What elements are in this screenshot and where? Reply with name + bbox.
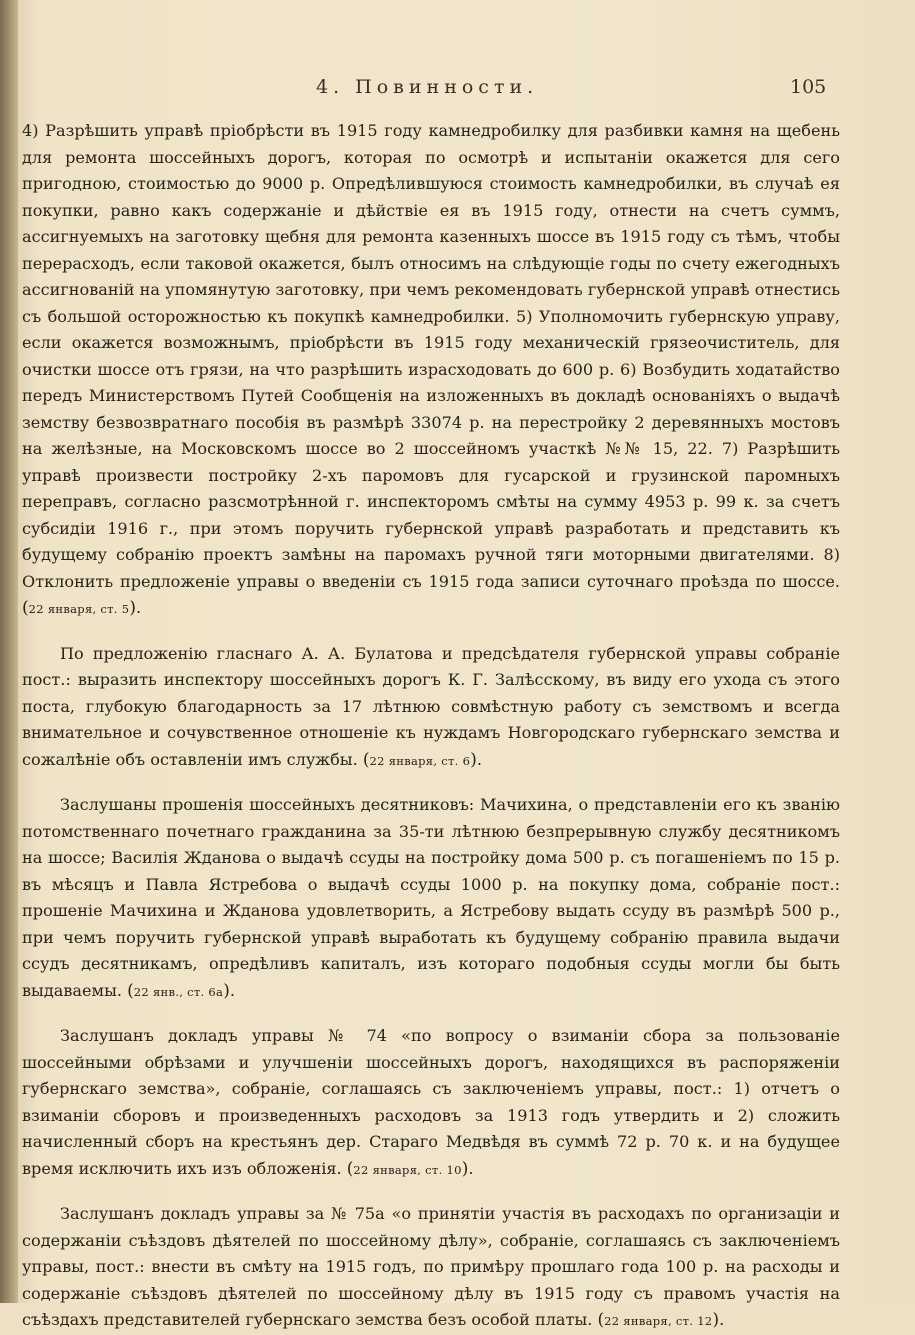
paragraph-text: По предложенію гласнаго А. А. Булатова и предсѣдателя губернской управы собраніе пост.: выразить инспектору шоссейныхъ дорогъ К. Г. Залѣсскому, въ виду его ухода съ этого поста, глубокую благодарность за 17 лѣтнюю совмѣстную работу съ земствомъ и всегда внимательное и сочувственное отношеніе къ нуждамъ Новгородскаго губернскаго земства и сожалѣніе объ оставленіи имъ службы. xyxy=(22,643,840,769)
page-body xyxy=(22,118,840,1335)
paragraph-text: Заслушанъ докладъ управы № 74 «по вопросу о взиманіи сбора за пользованіе шоссейными обрѣзами и улучшеніи шоссейныхъ дорогъ, находящихся въ распоряженіи губернскаго земства», собраніе, соглашаясь съ заключеніемъ управы, пост.: 1) отчетъ о взиманіи сборовъ и произведенныхъ расходовъ за 1913 годъ утвердить и 2) сложить начисленный сборъ на крестьянъ дер. Стараго Медвѣдя въ суммѣ 72 р. 70 к. и на будущее время исключить ихъ изъ обложенія. xyxy=(22,1026,840,1178)
paragraph-text: Заслушанъ докладъ управы за № 75а «о принятіи участія въ расходахъ по организаціи и содержаніи съѣздовъ дѣятелей по шоссейному дѣлу», собраніе, соглашаясь съ заключеніемъ управы, пост.: внести въ смѣту на 1915 годъ, по примѣру прошлаго года 100 р. на расходы и содержаніе съѣздовъ дѣятелей по шоссейному дѣлу въ 1915 году съ правомъ участія на съѣздахъ представителей губернскаго земства безъ особой платы. xyxy=(22,1204,840,1329)
running-header xyxy=(0,76,915,102)
source-reference: 22 января, ст. 12 xyxy=(604,1314,713,1328)
paragraph-text: 4) Разрѣшить управѣ пріобрѣсти въ 1915 году камнедробилку для разбивки камня на щебень для ремонта шоссейныхъ дорогъ, которая по осмотрѣ и испытаніи окажется для сего пригодною, стоимостью до 9000 р. Опредѣлившуюся стоимость камнедробилки, въ случаѣ ея покупки, равно какъ содержаніе и дѣйствіе ея въ 1915 году, отнести на счетъ суммъ, ассигнуемыхъ на заготовку щебня для ремонта казенныхъ шоссе въ 1915 году съ тѣмъ, чтобы перерасходъ, если таковой окажется, былъ относимъ на слѣдующіе годы по счету ежегодныхъ ассигнованій на упомянутую заготовку, при чемъ рекомендовать губернской управѣ отнестись съ большой осторожностью къ покупкѣ камнедробилки. 5) Уполномочить губернскую управу, если окажется возможнымъ, пріобрѣсти въ 1915 году механическій грязеочиститель, для очистки шоссе отъ грязи, на что разрѣшить израсходовать до 600 р. 6) Возбудить ходатайство передъ Министерствомъ Путей Сообщенія на изложенныхъ въ докладѣ основаніяхъ о выдачѣ земству безвозвратнаго пособія въ размѣрѣ 33074 р. на перестройку 2 деревянныхъ мостовъ на желѣзные, на Московскомъ шоссе во 2 шоссейномъ участкѣ №№ 15, 22. 7) Разрѣшить управѣ произвести постройку 2-хъ паромовъ для гусарской и грузинской паромныхъ переправъ, согласно разсмотрѣнной г. инспекторомъ смѣты на сумму 4953 р. 99 к. за счетъ субсидіи 1916 г., при этомъ поручить губернской управѣ разработать и представить къ будущему собранію проектъ замѣны на паромахъ ручной тяги моторными двигателями. 8) Отклонить предложеніе управы о введеніи съ 1915 года записи суточнаго проѣзда по шоссе. xyxy=(22,121,840,591)
paragraph-text: Заслушаны прошенія шоссейныхъ десятниковъ: Мачихина, о представленіи его къ званію потомственнаго почетнаго гражданина за 35-ти лѣтнюю безпрерывную службу десятникомъ на шоссе; Василія Жданова о выдачѣ ссуды на постройку дома 500 р. съ погашеніемъ по 15 р. въ мѣсяцъ и Павла Ястребова о выдачѣ ссуды 1000 р. на покупку дома, собраніе пост.: прошеніе Мачихина и Жданова удовлетворить, а Ястребову выдать ссуду въ размѣрѣ 500 р., при чемъ поручить губернской управѣ выработать къ будущему собранію правила выдачи ссудъ десятникамъ, опредѣливъ капиталъ, изъ котораго подобныя ссуды могли бы быть выдаваемы. xyxy=(22,795,840,1000)
source-reference: 22 января, ст. 10 xyxy=(353,1162,462,1177)
paragraph-report-74: Заслушанъ докладъ управы № 74 «по вопросу о взиманіи сбора за пользованіе шоссейными обрѣзами и улучшеніи шоссейныхъ дорогъ, находящихся въ распоряженіи губернскаго земства», собраніе, соглашаясь съ заключеніемъ управы, пост.: 1) отчетъ о взиманіи сборовъ и произведенныхъ расходовъ за 1913 годъ утвердить и 2) сложить начисленный сборъ на крестьянъ дер. Стараго Медвѣдя въ суммѣ 72 р. 70 к. и на будущее время исключить ихъ изъ обложенія. (22 января, ст. 10). xyxy=(22,1026,840,1179)
paragraph-petitions: Заслушаны прошенія шоссейныхъ десятниковъ: Мачихина, о представленіи его къ званію потомственнаго почетнаго гражданина за 35-ти лѣтнюю безпрерывную службу десятникомъ на шоссе; Василія Жданова о выдачѣ ссуды на постройку дома 500 р. съ погашеніемъ по 15 р. въ мѣсяцъ и Павла Ястребова о выдачѣ ссуды 1000 р. на покупку дома, собраніе пост.: прошеніе Мачихина и Жданова удовлетворить, а Ястребову выдать ссуду въ размѣрѣ 500 р., при чемъ поручить губернской управѣ выработать къ будущему собранію правила выдачи ссудъ десятникамъ, опредѣливъ капиталъ, изъ котораго подобныя ссуды могли бы быть выдаваемы. (22 янв., ст. 6а). xyxy=(22,795,840,1001)
page-number: 105 xyxy=(790,76,827,98)
paragraph-report-75a: Заслушанъ докладъ управы за № 75а «о принятіи участія въ расходахъ по организаціи и содержаніи съѣздовъ дѣятелей по шоссейному дѣлу», собраніе, соглашаясь съ заключеніемъ управы, пост.: внести въ смѣту на 1915 годъ, по примѣру прошлаго года 100 р. на расходы и содержаніе съѣздовъ дѣятелей по шоссейному дѣлу въ 1915 году съ правомъ участія на съѣздахъ представителей губернскаго земства безъ особой платы. (22 января, ст. 12). xyxy=(22,1204,840,1330)
paragraph-gratitude: По предложенію гласнаго А. А. Булатова и предсѣдателя губернской управы собраніе пост.: выразить инспектору шоссейныхъ дорогъ К. Г. Залѣсскому, въ виду его ухода съ этого поста, глубокую благодарность за 17 лѣтнюю совмѣстную работу съ земствомъ и всегда внимательное и сочувственное отношеніе къ нуждамъ Новгородскаго губернскаго земства и сожалѣніе объ оставленіи имъ службы. (22 января, ст. 6). xyxy=(22,643,840,770)
source-reference: 22 января, ст. 5 xyxy=(28,602,130,616)
source-reference: 22 янв., ст. 6а xyxy=(133,984,224,999)
section-title: 4. Повинности. xyxy=(316,76,539,98)
source-reference: 22 января, ст. 6 xyxy=(369,753,471,768)
paragraph-resolutions: 4) Разрѣшить управѣ пріобрѣсти въ 1915 году камнедробилку для разбивки камня на щебень для ремонта шоссейныхъ дорогъ, которая по осмотрѣ и испытаніи окажется для сего пригодною, стоимостью до 9000 р. Опредѣлившуюся стоимость камнедробилки, въ случаѣ ея покупки, равно какъ содержаніе и дѣйствіе ея въ 1915 году, отнести на счетъ суммъ, ассигнуемыхъ на заготовку щебня для ремонта казенныхъ шоссе въ 1915 году съ тѣмъ, чтобы перерасходъ, если таковой окажется, былъ относимъ на слѣдующіе годы по счету ежегодныхъ ассигнованій на упомянутую заготовку, при чемъ рекомендовать губернской управѣ отнестись съ большой осторожностью къ покупкѣ камнедробилки. 5) Уполномочить губернскую управу, если окажется возможнымъ, пріобрѣсти въ 1915 году механическій грязеочиститель, для очистки шоссе отъ грязи, на что разрѣшить израсходовать до 600 р. 6) Возбудить ходатайство передъ Министерствомъ Путей Сообщенія на изложенныхъ въ докладѣ основаніяхъ о выдачѣ земству безвозвратнаго пособія въ размѣрѣ 33074 р. на перестройку 2 деревянныхъ мостовъ на желѣзные, на Московскомъ шоссе во 2 шоссейномъ участкѣ №№ 15, 22. 7) Разрѣшить управѣ произвести постройку 2-хъ паромовъ для гусарской и грузинской паромныхъ переправъ, согласно разсмотрѣнной г. инспекторомъ смѣты на сумму 4953 р. 99 к. за счетъ субсидіи 1916 г., при этомъ поручить губернской управѣ разработать и представить къ будущему собранію проектъ замѣны на паромахъ ручной тяги моторными двигателями. 8) Отклонить предложеніе управы о введеніи съ 1915 года записи суточнаго проѣзда по шоссе. (22 января, ст. 5). xyxy=(22,121,840,618)
